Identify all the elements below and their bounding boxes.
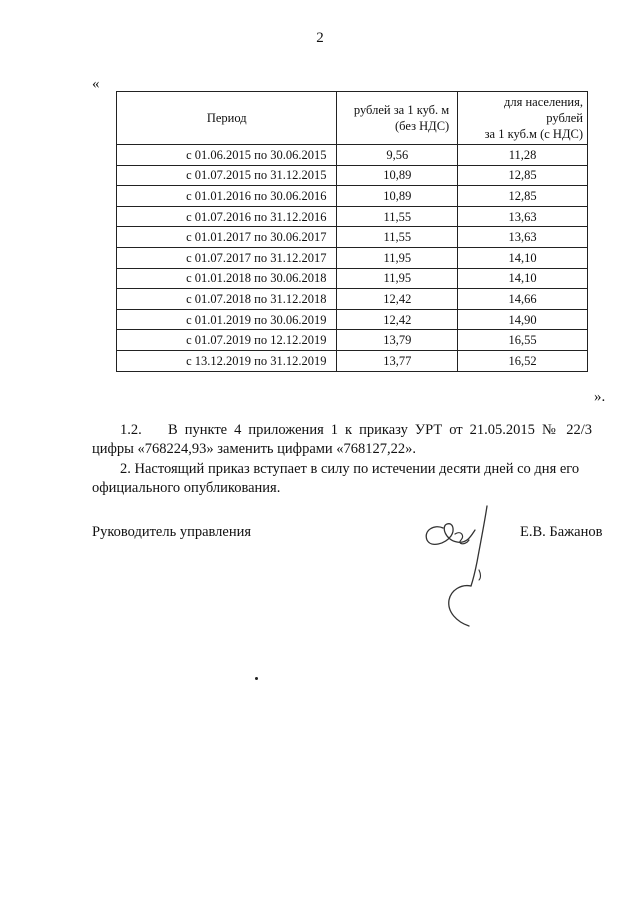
cell-period: с 01.01.2017 по 30.06.2017 — [117, 227, 337, 248]
header-rate — [337, 92, 458, 145]
open-quote: « — [92, 76, 100, 92]
table-header-row — [117, 92, 588, 145]
signatory-title: Руководитель управления — [92, 524, 252, 540]
signatory-name: Е.В. Бажанов — [520, 524, 603, 540]
cell-rate: 12,42 — [337, 309, 458, 330]
table-row — [117, 268, 588, 289]
cell-population: 14,90 — [458, 309, 588, 330]
cell-period: с 01.01.2019 по 30.06.2019 — [117, 309, 337, 330]
header-period — [117, 92, 337, 145]
paragraph-1-2-text: В пункте 4 приложения 1 к приказу УРТ от 21.05.2015 № 22/3 цифры «768224,93» заменить цифрами «768127,22». — [92, 422, 592, 457]
cell-rate: 11,55 — [337, 227, 458, 248]
cell-population: 11,28 — [458, 145, 588, 166]
header-period-label: Период — [206, 111, 247, 125]
header-population-line1: для населения, — [504, 95, 583, 109]
cell-population: 14,66 — [458, 289, 588, 310]
cell-period: с 01.01.2016 по 30.06.2016 — [117, 186, 337, 207]
cell-rate: 13,79 — [337, 330, 458, 351]
tariff-table — [116, 91, 588, 372]
cell-period: с 01.07.2019 по 12.12.2019 — [117, 330, 337, 351]
cell-population: 16,52 — [458, 350, 588, 371]
cell-population: 13,63 — [458, 227, 588, 248]
cell-population: 14,10 — [458, 268, 588, 289]
cell-rate: 12,42 — [337, 289, 458, 310]
paragraph-2: 2. Настоящий приказ вступает в силу по истечении десяти дней со дня его официального опубликования. — [92, 461, 580, 496]
cell-population: 13,63 — [458, 206, 588, 227]
scan-dot — [255, 677, 258, 680]
cell-period: с 01.07.2016 по 31.12.2016 — [117, 206, 337, 227]
table-row — [117, 330, 588, 351]
table-row — [117, 247, 588, 268]
page-number: 2 — [316, 30, 324, 46]
handwritten-signature-icon — [405, 500, 525, 630]
paragraph-1-2 — [92, 421, 592, 459]
cell-rate: 9,56 — [337, 145, 458, 166]
table-row — [117, 186, 588, 207]
cell-period: с 13.12.2019 по 31.12.2019 — [117, 350, 337, 371]
table-row — [117, 289, 588, 310]
cell-rate: 11,55 — [337, 206, 458, 227]
cell-rate: 10,89 — [337, 165, 458, 186]
header-population-line3: за 1 куб.м (с НДС) — [484, 127, 583, 141]
close-quote: ». — [594, 389, 606, 405]
table-row — [117, 206, 588, 227]
cell-rate: 11,95 — [337, 268, 458, 289]
cell-period: с 01.07.2015 по 31.12.2015 — [117, 165, 337, 186]
cell-population: 12,85 — [458, 165, 588, 186]
header-population-line2: рублей — [546, 111, 583, 125]
cell-rate: 11,95 — [337, 247, 458, 268]
table-row — [117, 165, 588, 186]
cell-rate: 10,89 — [337, 186, 458, 207]
table-row — [117, 309, 588, 330]
header-rate-line1: рублей за 1 куб. м — [353, 103, 450, 117]
header-rate-line2: (без НДС) — [395, 119, 450, 133]
cell-period: с 01.07.2017 по 31.12.2017 — [117, 247, 337, 268]
cell-population: 16,55 — [458, 330, 588, 351]
paragraph-1-2-number: 1.2. — [120, 422, 142, 438]
table-row — [117, 145, 588, 166]
cell-period: с 01.06.2015 по 30.06.2015 — [117, 145, 337, 166]
cell-rate: 13,77 — [337, 350, 458, 371]
table-row — [117, 227, 588, 248]
cell-population: 14,10 — [458, 247, 588, 268]
cell-period: с 01.07.2018 по 31.12.2018 — [117, 289, 337, 310]
cell-period: с 01.01.2018 по 30.06.2018 — [117, 268, 337, 289]
header-population — [458, 92, 588, 145]
cell-population: 12,85 — [458, 186, 588, 207]
table-row — [117, 350, 588, 371]
